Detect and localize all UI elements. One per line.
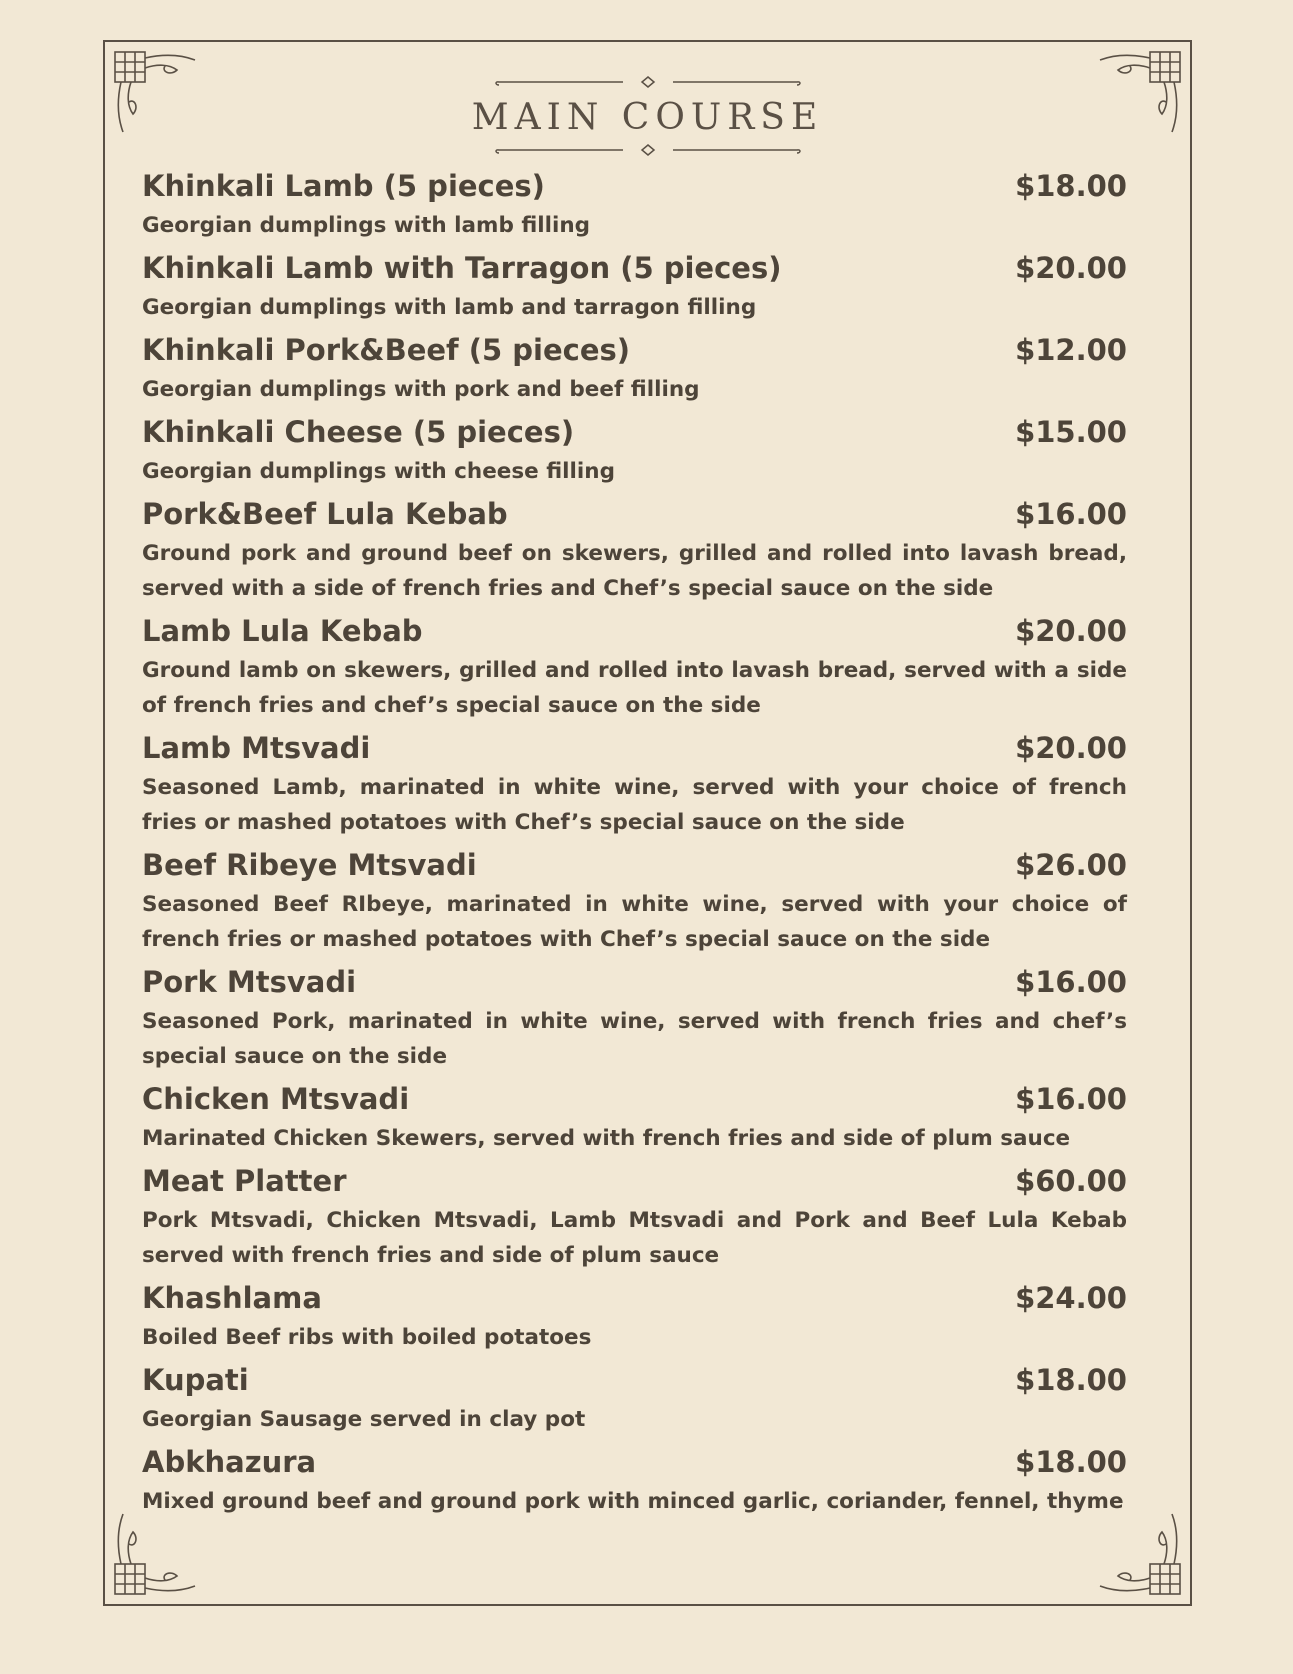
menu-item-description: Ground lamb on skewers, grilled and rolled into lavash bread, served with a side of french fries and chef’s special sauce on the side bbox=[142, 658, 1127, 718]
menu-item bbox=[142, 726, 1127, 840]
menu-item bbox=[142, 1159, 1127, 1273]
menu-item-name: Abkhazura bbox=[142, 1445, 317, 1479]
menu-item-price: $20.00 bbox=[1015, 614, 1127, 648]
menu-item bbox=[142, 328, 1127, 407]
menu-item-name: Chicken Mtsvadi bbox=[142, 1082, 410, 1116]
menu-item bbox=[142, 1077, 1127, 1156]
menu-item-name: Khinkali Lamb with Tarragon (5 pieces) bbox=[142, 251, 782, 285]
menu-item bbox=[142, 410, 1127, 489]
menu-item-name: Khashlama bbox=[142, 1281, 322, 1315]
menu-item bbox=[142, 492, 1127, 606]
menu-item-name: Meat Platter bbox=[142, 1164, 347, 1198]
menu-item-description: Seasoned Lamb, marinated in white wine, served with your choice of french fries or mashed potatoes with Chef’s special sauce on the side bbox=[142, 775, 1127, 835]
menu-item-price: $60.00 bbox=[1015, 1164, 1127, 1198]
menu-item-description: Pork Mtsvadi, Chicken Mtsvadi, Lamb Mtsvadi and Pork and Beef Lula Kebab served with french fries and side of plum sauce bbox=[142, 1208, 1127, 1268]
menu-item bbox=[142, 1276, 1127, 1355]
menu-item-price: $26.00 bbox=[1015, 848, 1127, 882]
menu-item-description: Ground pork and ground beef on skewers, grilled and rolled into lavash bread, served with a side of french fries and Chef’s special sauce on the side bbox=[142, 541, 1127, 601]
menu-item-price: $18.00 bbox=[1015, 1445, 1127, 1479]
menu-item-list bbox=[142, 164, 1127, 1519]
menu-item-name: Beef Ribeye Mtsvadi bbox=[142, 848, 477, 882]
menu-item-price: $16.00 bbox=[1015, 965, 1127, 999]
menu-item bbox=[142, 960, 1127, 1074]
menu-item-description: Georgian Sausage served in clay pot bbox=[142, 1407, 586, 1432]
corner-ornament-icon bbox=[113, 1506, 203, 1596]
menu-item-name: Pork Mtsvadi bbox=[142, 965, 357, 999]
menu-item-name: Lamb Mtsvadi bbox=[142, 731, 371, 765]
menu-item-description: Georgian dumplings with cheese filling bbox=[142, 459, 615, 484]
menu-item bbox=[142, 1358, 1127, 1437]
menu-item bbox=[142, 843, 1127, 957]
menu-item-description: Georgian dumplings with lamb filling bbox=[142, 213, 591, 238]
menu-item-price: $18.00 bbox=[1015, 1363, 1127, 1397]
menu-item-description: Mixed ground beef and ground pork with minced garlic, coriander, fennel, thyme bbox=[142, 1489, 1124, 1514]
menu-item bbox=[142, 246, 1127, 325]
menu-item-price: $16.00 bbox=[1015, 497, 1127, 531]
menu-item-price: $16.00 bbox=[1015, 1082, 1127, 1116]
menu-item-description: Georgian dumplings with pork and beef filling bbox=[142, 377, 700, 402]
title-block bbox=[105, 76, 1190, 158]
menu-item-name: Lamb Lula Kebab bbox=[142, 614, 423, 648]
menu-item bbox=[142, 164, 1127, 243]
divider-ornament-icon bbox=[493, 144, 803, 158]
menu-item-name: Pork&Beef Lula Kebab bbox=[142, 497, 508, 531]
menu-item-description: Georgian dumplings with lamb and tarragon filling bbox=[142, 295, 757, 320]
menu-item-name: Khinkali Cheese (5 pieces) bbox=[142, 415, 575, 449]
page-title: MAIN COURSE bbox=[471, 97, 824, 138]
menu-item-description: Marinated Chicken Skewers, served with french fries and side of plum sauce bbox=[142, 1126, 1071, 1151]
menu-item-price: $12.00 bbox=[1015, 333, 1127, 367]
corner-ornament-icon bbox=[1092, 1506, 1182, 1596]
menu-item-price: $15.00 bbox=[1015, 415, 1127, 449]
menu-item-price: $24.00 bbox=[1015, 1281, 1127, 1315]
menu-item-description: Boiled Beef ribs with boiled potatoes bbox=[142, 1325, 592, 1350]
divider-ornament-icon bbox=[493, 76, 803, 90]
menu-item-price: $20.00 bbox=[1015, 731, 1127, 765]
menu-item-name: Khinkali Pork&Beef (5 pieces) bbox=[142, 333, 631, 367]
menu-item-price: $18.00 bbox=[1015, 169, 1127, 203]
menu-item bbox=[142, 1440, 1127, 1519]
menu-item bbox=[142, 609, 1127, 723]
menu-item-price: $20.00 bbox=[1015, 251, 1127, 285]
menu-item-description: Seasoned Pork, marinated in white wine, served with french fries and chef’s special sauce on the side bbox=[142, 1009, 1127, 1069]
menu-item-name: Khinkali Lamb (5 pieces) bbox=[142, 169, 545, 203]
menu-item-description: Seasoned Beef RIbeye, marinated in white wine, served with your choice of french fries or mashed potatoes with Chef’s special sauce on the side bbox=[142, 892, 1127, 952]
menu-item-name: Kupati bbox=[142, 1363, 249, 1397]
